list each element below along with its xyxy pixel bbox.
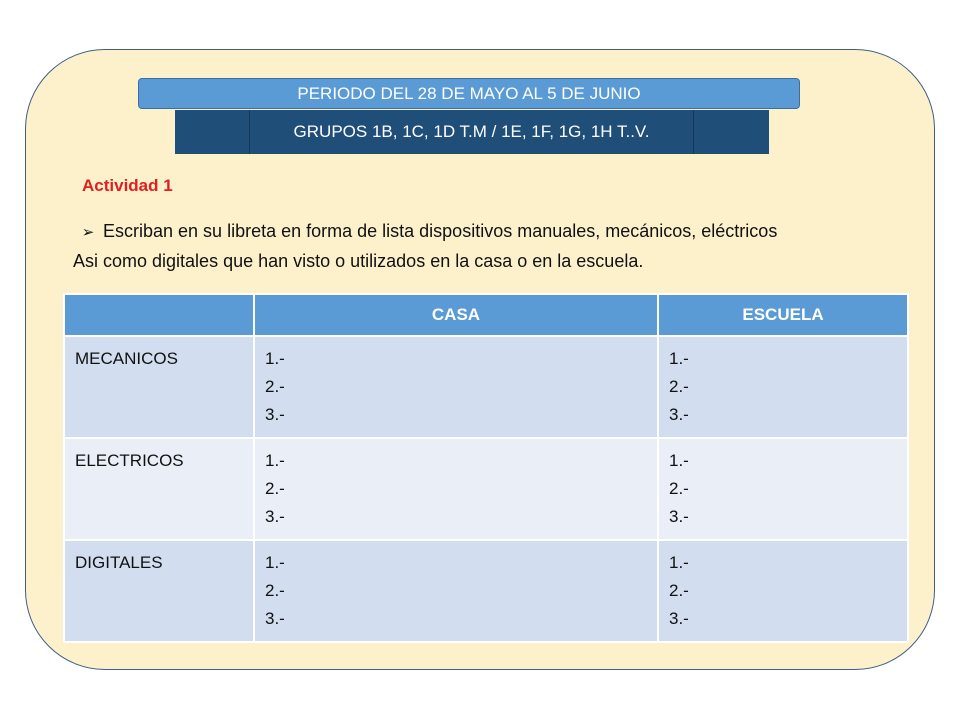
list-item: 2.-: [669, 377, 689, 396]
table-row: [64, 540, 908, 642]
groups-label: GRUPOS 1B, 1C, 1D T.M / 1E, 1F, 1G, 1H T..V.: [250, 110, 694, 154]
list-item: 1.-: [265, 553, 285, 572]
list-item: 3.-: [669, 507, 689, 526]
instruction-line-2: Asi como digitales que han visto o utilizados en la casa o en la escuela.: [73, 251, 644, 271]
table-row: [64, 438, 908, 540]
list-item: 3.-: [265, 405, 285, 424]
list-item: 1.-: [669, 451, 689, 470]
list-item: 2.-: [265, 377, 285, 396]
casa-list: [254, 540, 658, 642]
list-item: 3.-: [265, 507, 285, 526]
row-label: ELECTRICOS: [64, 438, 254, 540]
escuela-list: [658, 438, 908, 540]
list-item: 1.-: [265, 451, 285, 470]
list-item: 2.-: [265, 479, 285, 498]
groups-cell-left: [175, 110, 250, 154]
list-item: 2.-: [669, 479, 689, 498]
row-label: MECANICOS: [64, 336, 254, 438]
casa-list: [254, 438, 658, 540]
escuela-list: [658, 540, 908, 642]
devices-table: [63, 293, 909, 643]
column-header-escuela: ESCUELA: [658, 294, 908, 336]
instruction-line-1: Escriban en su libreta en forma de lista dispositivos manuales, mecánicos, eléctricos: [103, 221, 778, 241]
list-item: 2.-: [265, 581, 285, 600]
groups-bar: [175, 110, 769, 154]
arrow-bullet-icon: ➢: [81, 224, 95, 241]
escuela-list: [658, 336, 908, 438]
activity-title: Actividad 1: [82, 176, 173, 195]
groups-cell-right: [694, 110, 769, 154]
row-label: DIGITALES: [64, 540, 254, 642]
table-header-row: [64, 294, 908, 336]
list-item: 3.-: [669, 405, 689, 424]
casa-list: [254, 336, 658, 438]
list-item: 1.-: [265, 349, 285, 368]
list-item: 2.-: [669, 581, 689, 600]
column-header-casa: CASA: [254, 294, 658, 336]
instructions: [73, 217, 933, 275]
list-item: 1.-: [669, 349, 689, 368]
list-item: 3.-: [669, 609, 689, 628]
list-item: 1.-: [669, 553, 689, 572]
column-header-empty: [64, 294, 254, 336]
period-banner: PERIODO DEL 28 DE MAYO AL 5 DE JUNIO: [138, 78, 800, 109]
table-row: [64, 336, 908, 438]
list-item: 3.-: [265, 609, 285, 628]
